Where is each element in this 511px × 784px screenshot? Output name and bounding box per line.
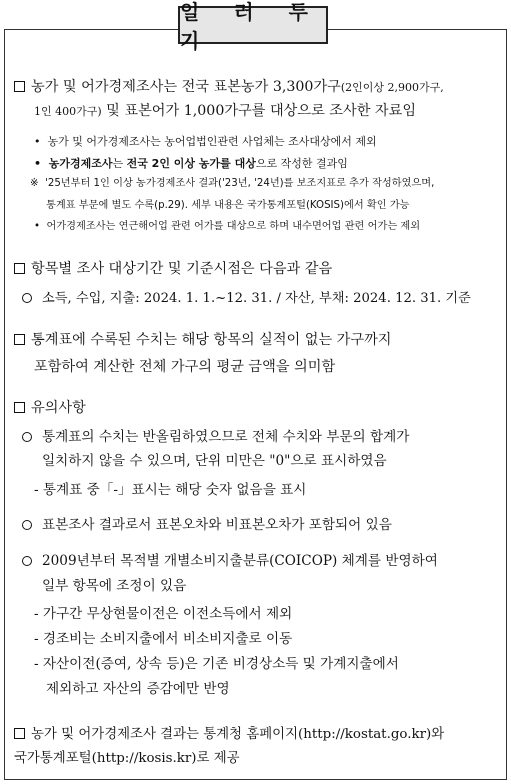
sec4-item1-dash [34, 484, 306, 498]
sec5-line1-text: 농가 및 어가경제조사 결과는 통계청 홈페이지(http://kostat.go.kr)와 [31, 727, 445, 742]
sec4-dash3-line2-text: 제외하고 자산의 증감에만 반영 [46, 681, 230, 697]
sec2-item [22, 292, 471, 305]
sec3-line2 [34, 360, 335, 374]
sec4-dash3-line2 [46, 683, 230, 697]
circle-bullet-icon [22, 293, 32, 303]
sec4-item3-line2 [42, 580, 186, 594]
sec1-line2-paren: 1인 400가구) [34, 105, 102, 118]
sec1-bullet1-text: 농가 및 어가경제조사는 농어업법인관련 사업체는 조사대상에서 제외 [47, 135, 377, 148]
square-bullet-icon [14, 728, 25, 739]
sec4-item3-line1-text: 2009년부터 목적별 개별소비지출분류(COICOP) 체계를 반영하여 [42, 553, 438, 569]
sec1-line2-text: 및 표본어가 1,000가구를 대상으로 조사한 자료임 [101, 103, 417, 119]
sec4-item2-text: 표본조사 결과로서 표본오차와 비표본오차가 포함되어 있음 [42, 517, 392, 533]
sec4-dash3-line1-text: - 자산이전(증여, 상속 등)은 기존 비경상소득 및 가계지출에서 [34, 656, 399, 672]
sec4-item1-line2 [42, 455, 387, 469]
sec2-heading-text: 항목별 조사 대상기간 및 기준시점은 다음과 같음 [31, 261, 333, 277]
sec1-bullet2-text2: 으로 작성한 결과임 [255, 157, 348, 170]
dot-bullet-icon: • [34, 221, 47, 232]
sec4-heading [14, 401, 86, 415]
sec3-line1 [14, 333, 392, 347]
sec4-dash2 [34, 633, 292, 647]
sec4-item1-line2-text: 일치하지 않을 수 있으며, 단위 미만은 "0"으로 표시하였음 [42, 453, 387, 469]
sec4-item3-line2-text: 일부 항목에 조정이 있음 [42, 578, 187, 594]
sec5-line1 [14, 728, 444, 741]
sec1-line1 [14, 80, 444, 94]
dot-bullet-icon: • [34, 157, 49, 170]
sec1-bullet2-bold1: 농가경제조사 [48, 157, 113, 170]
sec3-line2-text: 포함하여 계산한 전체 가구의 평균 금액을 의미함 [34, 359, 336, 375]
sec5-line2-text: 국가통계포털(http://kosis.kr)로 제공 [14, 751, 240, 766]
dot-bullet-icon: • [34, 135, 48, 148]
sec1-bullet2 [34, 158, 348, 169]
circle-bullet-icon [22, 556, 32, 566]
sec1-note-line2 [46, 201, 410, 211]
sec1-note-line1 [30, 179, 434, 189]
sec4-dash2-text: - 경조비는 소비지출에서 비소비지출로 이동 [34, 631, 293, 647]
page-title-box [178, 0, 328, 53]
sec1-bullet3-text: 어가경제조사는 연근해어업 관련 어가를 대상으로 하며 내수면어업 관련 어가는 제외 [46, 221, 421, 232]
square-bullet-icon [14, 81, 25, 92]
sec4-item1-line1-text: 통계표의 수치는 반올림하였으므로 전체 수치와 부문의 합계가 [42, 429, 410, 445]
sec4-heading-text: 유의사항 [31, 400, 86, 416]
sec4-item3-line1 [22, 555, 438, 569]
sec4-dash1-text: - 가구간 무상현물이전은 이전소득에서 제외 [34, 606, 293, 622]
sec4-item1-line1 [22, 431, 409, 445]
sec5-line2 [14, 752, 240, 765]
sec1-note-line1-text: '25년부터 1인 이상 농가경제조사 결과('23년, '24년)를 보조지표로 추가 작성하였으며, [45, 178, 435, 189]
sec1-bullet1 [34, 136, 377, 147]
sec4-dash3-line1 [34, 658, 399, 672]
sec4-item1-dash-text: - 통계표 중「-」표시는 해당 숫자 없음을 표시 [34, 482, 307, 498]
sec4-item2 [22, 519, 392, 533]
sec1-line2 [34, 104, 416, 118]
sec4-dash1 [34, 608, 292, 622]
sec2-item-text: 소득, 수입, 지출: 2024. 1. 1.~12. 31. / 자산, 부채: 2024. 12. 31. 기준 [42, 291, 471, 306]
sec2-heading [14, 262, 332, 276]
sec1-line1-paren: (2인이상 2,900가구, [340, 81, 444, 94]
page-title: 일 러 두 기 [180, 0, 322, 53]
circle-bullet-icon [22, 520, 32, 530]
square-bullet-icon [14, 402, 25, 413]
square-bullet-icon [14, 263, 25, 274]
sec1-note-line2-text: 통계표 부문에 별도 수록(p.29). 세부 내용은 국가통계포털(KOSIS)에서 확인 가능 [46, 200, 410, 211]
reference-mark-icon: ※ [30, 178, 39, 189]
sec1-bullet3 [34, 222, 420, 232]
sec1-bullet2-text1: 는 [112, 157, 127, 170]
sec1-bullet2-bold2: 전국 2인 이상 농가를 대상 [126, 157, 256, 170]
sec1-line1-text: 농가 및 어가경제조사는 전국 표본농가 3,300가구 [31, 79, 341, 95]
square-bullet-icon [14, 334, 25, 345]
circle-bullet-icon [22, 432, 32, 442]
sec3-line1-text: 통계표에 수록된 수치는 해당 항목의 실적이 없는 가구까지 [31, 332, 392, 348]
